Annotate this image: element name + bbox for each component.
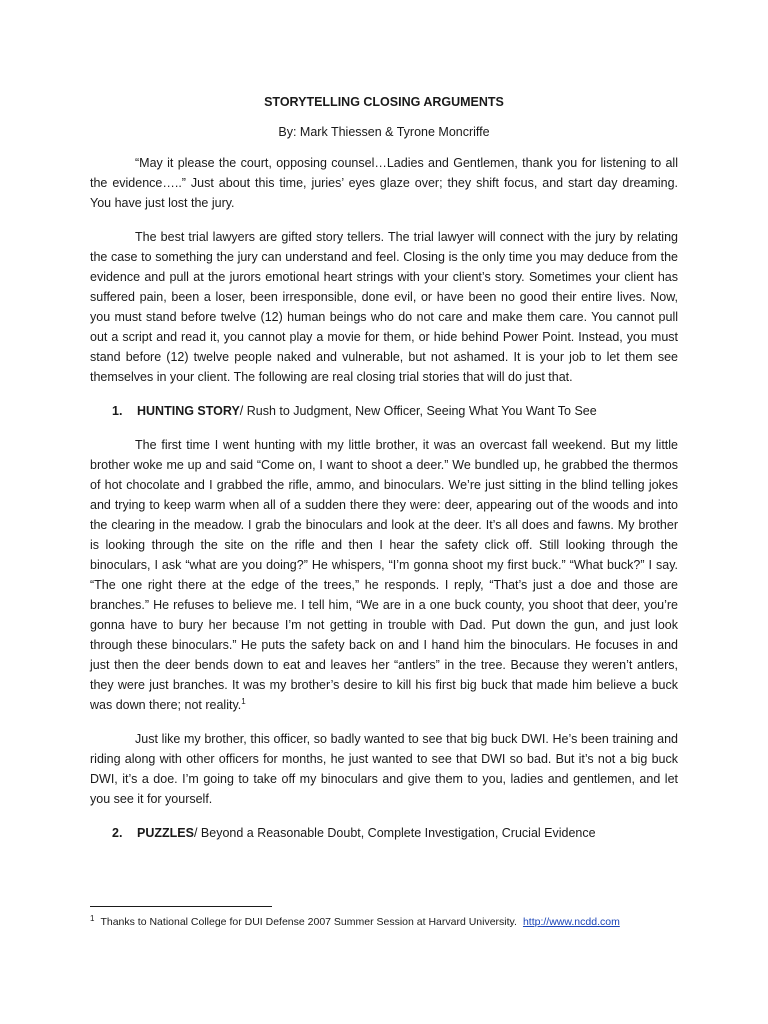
section-label: HUNTING STORY (137, 404, 240, 418)
footnote-divider (90, 906, 272, 907)
footnote-link[interactable]: http://www.ncdd.com (522, 916, 620, 928)
section-heading-puzzles (90, 823, 678, 843)
application-paragraph: Just like my brother, this officer, so badly wanted to see that big buck DWI. He’s been training and riding along with other officers for months, he just wanted to see that DWI so bad. But it’s not a big buck DWI, it’s a doe. I’m going to take off my binoculars and give them to you, ladies and gentlemen, and let you see it for yourself. (90, 732, 678, 806)
section-number: 2. (112, 826, 123, 840)
intro-paragraph: “May it please the court, opposing counsel…Ladies and Gentlemen, thank you for listening to all the evidence…..” Just about this time, juries’ eyes glaze over; they shift focus, and start day dreaming. You have just lost the jury. (90, 156, 678, 210)
footnote-marker: 1 (90, 913, 95, 923)
section-subtitle: / Beyond a Reasonable Doubt, Complete Investigation, Crucial Evidence (193, 826, 596, 840)
section-heading-hunting-story (90, 401, 678, 421)
document-title: STORYTELLING CLOSING ARGUMENTS (264, 95, 504, 109)
footnote-text: Thanks to National College for DUI Defense 2007 Summer Session at Harvard University. (100, 916, 517, 928)
footnote-reference[interactable]: 1 (241, 696, 246, 706)
section-subtitle: / Rush to Judgment, New Officer, Seeing What You Want To See (239, 404, 597, 418)
hunting-story-paragraph (90, 435, 678, 715)
document-byline: By: Mark Thiessen & Tyrone Moncriffe (278, 125, 490, 139)
storyteller-paragraph: The best trial lawyers are gifted story tellers. The trial lawyer will connect with the jury by relating the case to something the jury can understand and feel. Closing is the only time you may deduce from the evidence and pull at the jurors emotional heart strings with your client’s story. Sometimes your client has suffered pain, been a loser, been irresponsible, done evil, or have been no good their entire lives. Now, you must stand before twelve (12) human beings who do not care and make them care. You cannot pull out a script and read it, you cannot play a movie for them, or hide behind Power Point. Instead, you must stand before (12) twelve people naked and vulnerable, but not ashamed. It is your job to let them see themselves in your client. The following are real closing trial stories that will do just that. (90, 230, 678, 384)
hunting-story-text: The first time I went hunting with my little brother, it was an overcast fall weekend. But my little brother woke me up and said “Come on, I want to shoot a deer.” We bundled up, he grabbed the thermos of hot chocolate and I grabbed the rifle, ammo, and binoculars. We’re just sitting in the blind telling jokes and trying to keep warm when all of a sudden there they were: deer, appearing out of the woods and into the clearing in the meadow. I grab the binoculars and look at the deer. It’s all does and fawns. My brother is looking through the site on the rifle and then I hear the safety click off. Still looking through the binoculars, I ask “what are you doing?” He whispers, “I’m gonna shoot my first buck.” “What buck?” I say. “The one right there at the edge of the trees,” he responds. I reply, “That’s just a doe and those are branches.” He refuses to believe me. I tell him, “We are in a one buck county, you shoot that deer, you’re gonna have to bury her because I’m not getting in trouble with Dad. Put down the gun, and just look through these binoculars.” He puts the safety back on and I hand him the binoculars. He focuses in and just then the deer bends down to eat and leaves her “antlers” in the tree. Because they weren’t antlers, they were just branches. It was my brother’s desire to kill his first big buck that made him believe a buck was down there; not reality. (90, 438, 678, 712)
footnote (90, 914, 690, 930)
section-number: 1. (112, 404, 123, 418)
section-label: PUZZLES (137, 826, 194, 840)
